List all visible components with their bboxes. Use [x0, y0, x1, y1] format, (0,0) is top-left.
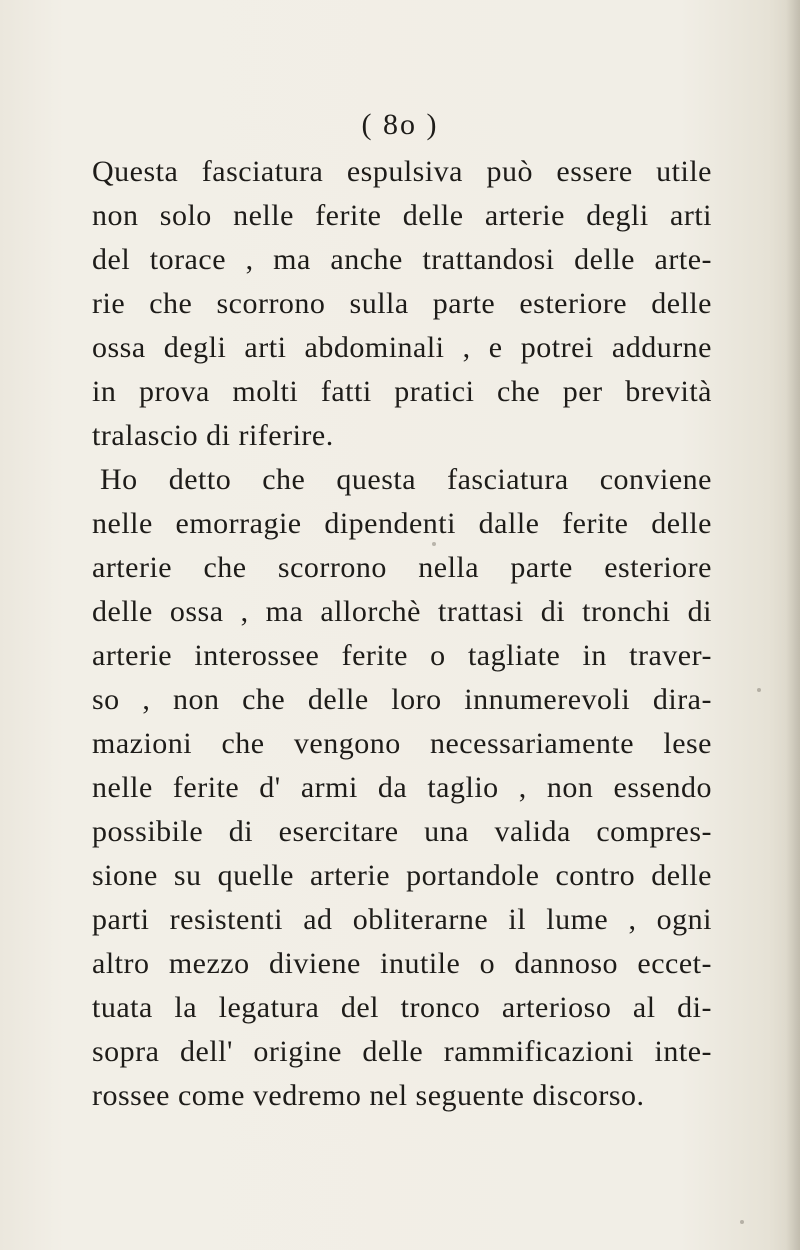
text-line: parti resistenti ad obliterarne il lume , ogni [92, 903, 712, 936]
text-line: Questa fasciatura espulsiva può essere utile [92, 155, 712, 188]
text-line: rie che scorrono sulla parte esteriore delle [92, 287, 712, 320]
paper-fleck [740, 1220, 744, 1224]
text-line: possibile di esercitare una valida compres- [92, 815, 712, 848]
text-line: rossee come vedremo nel seguente discorso. [92, 1079, 645, 1112]
text-line: nelle ferite d' armi da taglio , non essendo [92, 771, 712, 804]
text-line: non solo nelle ferite delle arterie degli arti [92, 199, 712, 232]
text-line: tuata la legatura del tronco arterioso al di- [92, 991, 712, 1024]
text-line: tralascio di riferire. [92, 419, 334, 452]
text-line: in prova molti fatti pratici che per brevità [92, 375, 712, 408]
text-line: altro mezzo diviene inutile o dannoso eccet- [92, 947, 712, 980]
paper-fleck [757, 688, 761, 692]
text-line: sopra dell' origine delle rammificazioni inte- [92, 1035, 712, 1068]
page-number: ( 8o ) [361, 108, 439, 141]
text-line: nelle emorragie dipendenti dalle ferite delle [92, 507, 712, 540]
text-line: sione su quelle arterie portandole contro delle [92, 859, 712, 892]
text-line: arterie interossee ferite o tagliate in traver- [92, 639, 712, 672]
body-text [92, 150, 712, 1118]
text-line: so , non che delle loro innumerevoli dira- [92, 683, 712, 716]
text-line: del torace , ma anche trattandosi delle arte- [92, 243, 712, 276]
text-line: arterie che scorrono nella parte esteriore [92, 551, 712, 584]
text-line: Ho detto che questa fasciatura conviene [100, 463, 712, 496]
text-line: delle ossa , ma allorchè trattasi di tronchi di [92, 595, 712, 628]
text-line: ossa degli arti abdominali , e potrei addurne [92, 331, 712, 364]
text-line: mazioni che vengono necessariamente lese [92, 727, 712, 760]
page-edge-shadow [786, 0, 800, 1250]
